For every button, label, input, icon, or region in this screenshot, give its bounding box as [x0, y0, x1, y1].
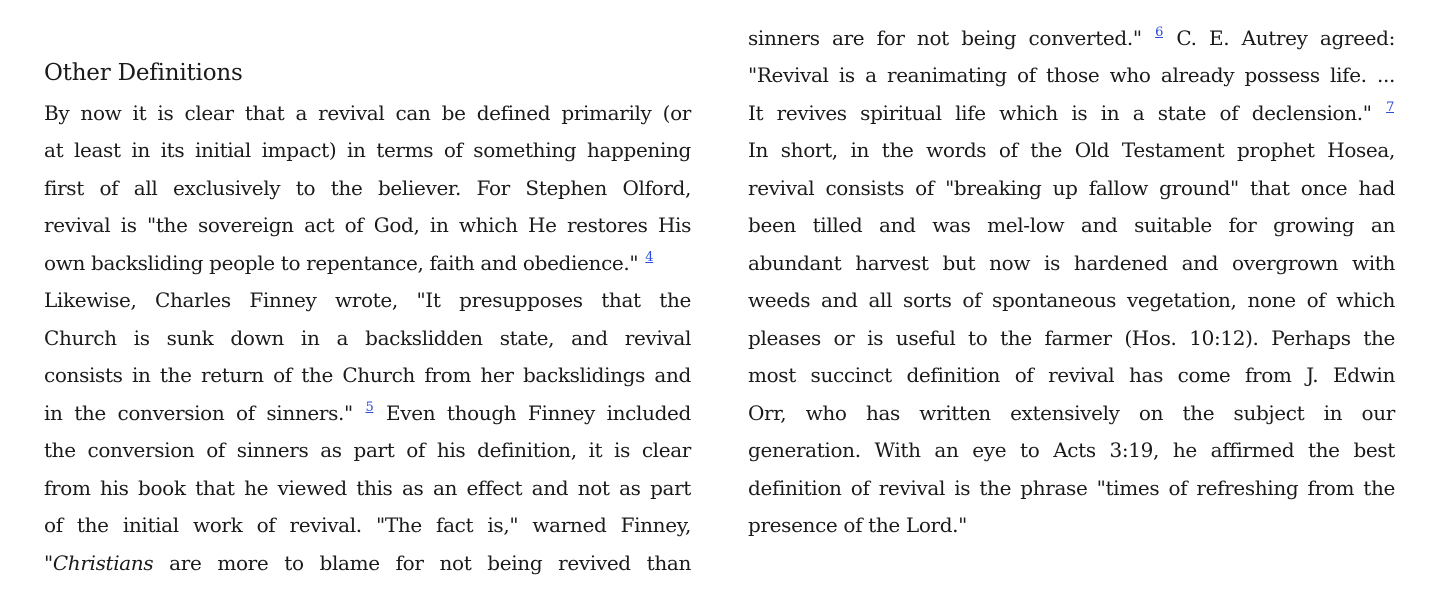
line-text: first of all exclusively to the believer. For Stephen Olford, [44, 176, 691, 200]
text-line [44, 169, 691, 207]
footnote-link-4[interactable]: 4 [645, 250, 654, 265]
line-text: Orr, who has written extensively on the subject in our [748, 401, 1395, 425]
line-text: of the initial work of revival. "The fact is," warned Finney, [44, 513, 691, 537]
line-text: at least in its initial impact) in terms of something happening [44, 138, 691, 162]
text-line [748, 169, 1395, 207]
text-line [748, 281, 1395, 319]
line-text: generation. With an eye to Acts 3:19, he affirmed the best [748, 438, 1395, 462]
text-line [748, 394, 1395, 432]
line-text: It revives spiritual life which is in a state of declension." [748, 101, 1372, 125]
text-line [44, 206, 691, 244]
line-text: in the conversion of sinners." [44, 401, 353, 425]
line-text: revival is "the sovereign act of God, in which He restores His [44, 213, 691, 237]
line-text: weeds and all sorts of spontaneous vegetation, none of which [748, 288, 1395, 312]
line-text: consists in the return of the Church from her backslidings and [44, 363, 691, 387]
text-line [44, 394, 691, 432]
text-line [44, 469, 691, 507]
text-line [44, 131, 691, 169]
text-line [44, 506, 691, 544]
text-line [748, 56, 1395, 94]
footnote-link-7[interactable]: 7 [1386, 100, 1394, 115]
line-italic-text: "Christians [44, 551, 154, 575]
text-line [748, 206, 1395, 244]
text-line [44, 319, 691, 357]
footnote-link-6[interactable]: 6 [1155, 25, 1164, 40]
footnote-link-5[interactable]: 5 [365, 400, 374, 415]
line-text: "Revival is a reanimating of those who already possess life. ... [748, 63, 1395, 87]
text-line [748, 356, 1395, 394]
line-text: Church is sunk down in a backslidden state, and revival [44, 326, 691, 350]
line-text: revival consists of "breaking up fallow ground" that once had [748, 176, 1395, 200]
text-line [44, 431, 691, 469]
line-text: presence of the Lord." [748, 513, 968, 537]
text-line [44, 244, 691, 282]
text-line [44, 94, 691, 132]
line-text: own backsliding people to repentance, faith and obedience." [44, 251, 639, 275]
line-text: from his book that he viewed this as an effect and not as part [44, 476, 691, 500]
line-text: most succinct definition of revival has come from J. Edwin [748, 363, 1395, 387]
line-text: C. E. Autrey agreed: [1176, 26, 1395, 50]
text-line [748, 469, 1395, 507]
text-line [748, 319, 1395, 357]
text-line [44, 356, 691, 394]
text-line [748, 506, 1395, 544]
line-text: definition of revival is the phrase "times of refreshing from the [748, 476, 1395, 500]
text-line [748, 19, 1395, 57]
line-text: been tilled and was mel-low and suitable for growing an [748, 213, 1395, 237]
section-heading: Other Definitions [44, 60, 243, 86]
line-text: are more to blame for not being revived than [153, 551, 691, 575]
text-line [748, 431, 1395, 469]
line-text: the conversion of sinners as part of his definition, it is clear [44, 438, 691, 462]
text-line [748, 244, 1395, 282]
text-line [44, 544, 691, 582]
text-line [748, 94, 1395, 132]
text-line [748, 131, 1395, 169]
line-text: sinners are for not being converted." [748, 26, 1142, 50]
line-text: In short, in the words of the Old Testament prophet Hosea, [748, 138, 1395, 162]
text-line [44, 281, 691, 319]
line-text: Likewise, Charles Finney wrote, "It presupposes that the [44, 288, 691, 312]
line-text: pleases or is useful to the farmer (Hos. 10:12). Perhaps the [748, 326, 1395, 350]
line-text: abundant harvest but now is hardened and overgrown with [748, 251, 1395, 275]
line-text: Even though Finney included [386, 401, 691, 425]
line-text: By now it is clear that a revival can be defined primarily (or [44, 101, 691, 125]
